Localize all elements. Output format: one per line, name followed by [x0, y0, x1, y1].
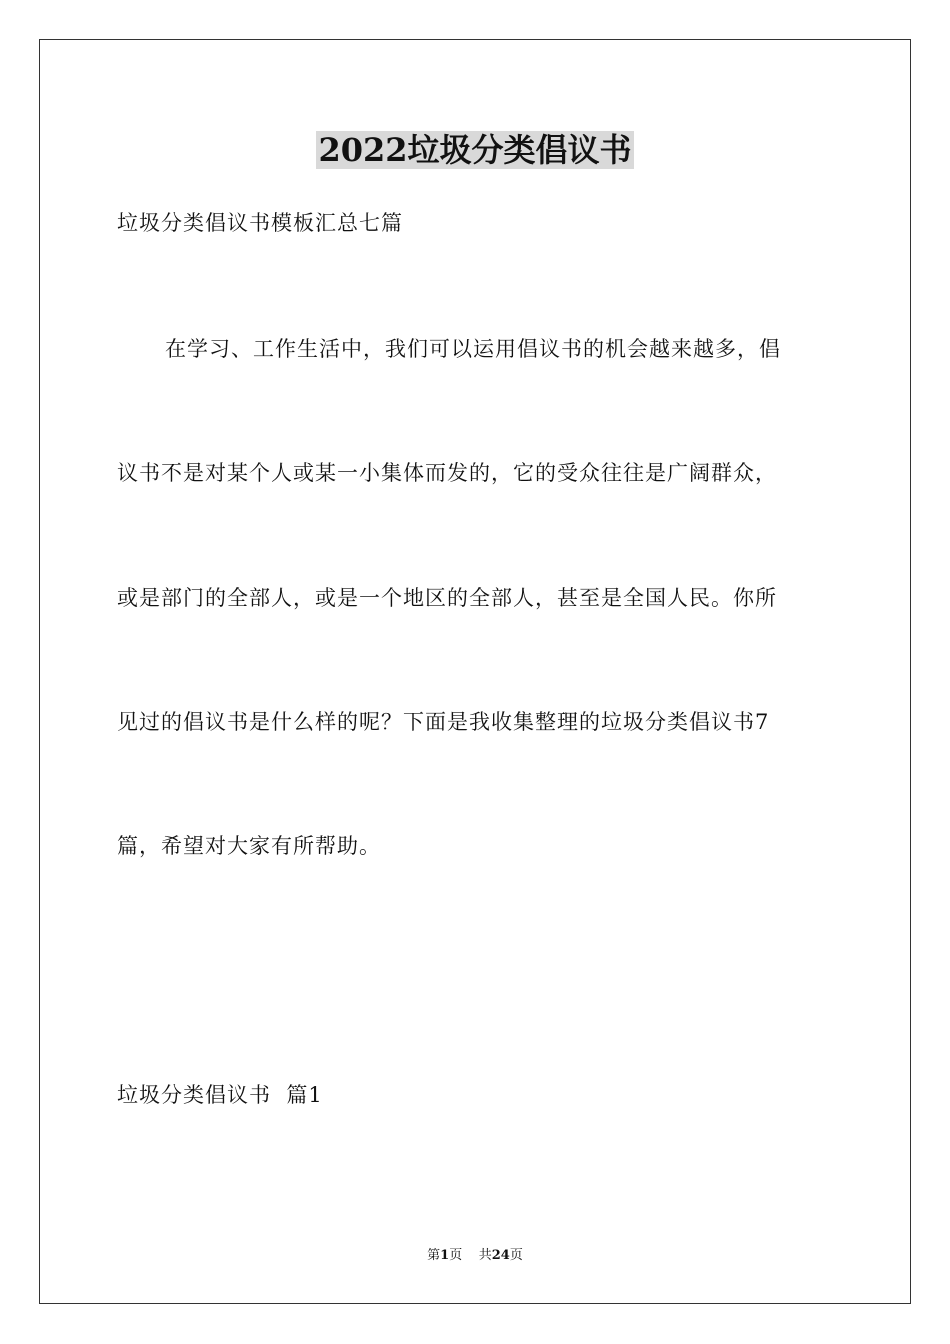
footer-page-prefix: 第 [427, 1248, 441, 1263]
footer-page-suffix: 页 [449, 1248, 463, 1263]
paragraph-line-2: 议书不是对某个人或某一小集体而发的，它的受众往往是广阔群众， [117, 461, 777, 485]
footer-total-prefix: 共 [478, 1248, 492, 1263]
document-title-text: 2022垃圾分类倡议书 [318, 131, 632, 169]
paragraph-line-1: 在学习、工作生活中，我们可以运用倡议书的机会越来越多，倡 [165, 337, 781, 361]
footer-total-suffix: 页 [509, 1248, 523, 1263]
paragraph-line-3: 或是部门的全部人，或是一个地区的全部人，甚至是全国人民。你所 [117, 586, 777, 610]
document-subtitle: 垃圾分类倡议书模板汇总七篇 [117, 211, 403, 235]
section-heading: 垃圾分类倡议书 篇1 [117, 1083, 323, 1107]
footer-total-pages: 24 [491, 1248, 510, 1263]
page-footer [0, 1247, 950, 1265]
paragraph-line-4: 见过的倡议书是什么样的呢？下面是我收集整理的垃圾分类倡议书7 [117, 710, 770, 734]
document-title [0, 128, 950, 172]
paragraph-line-5: 篇，希望对大家有所帮助。 [117, 834, 381, 858]
footer-page-number: 1 [440, 1248, 450, 1263]
